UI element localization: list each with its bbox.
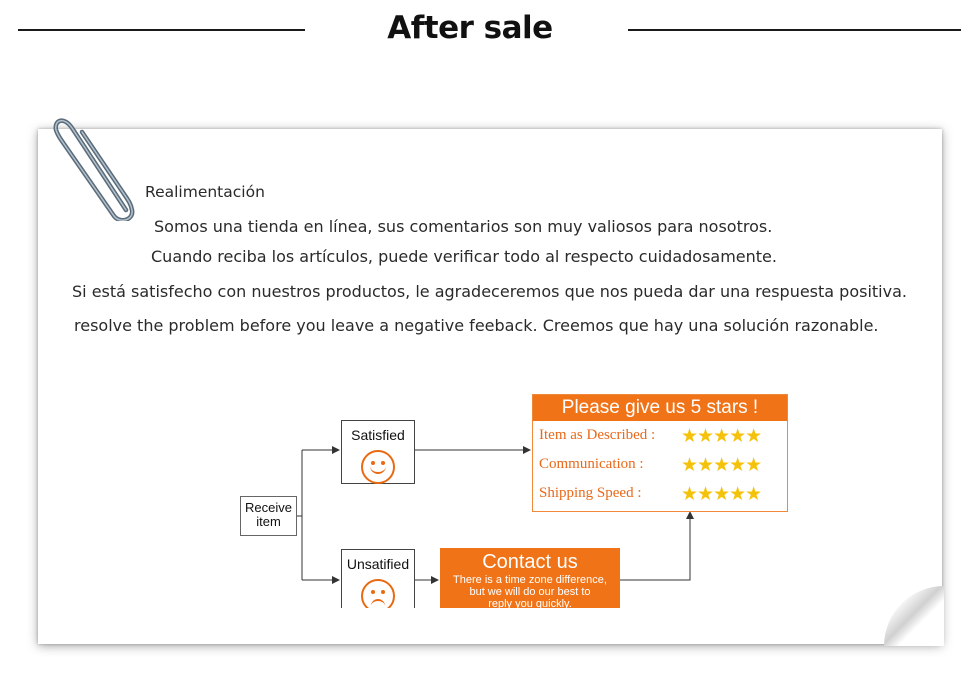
sad-face-icon	[361, 579, 395, 608]
unsatisfied-label: Unsatified	[346, 556, 410, 572]
satisfied-label: Satisfied	[351, 427, 405, 443]
page-title: After sale	[387, 10, 553, 46]
contact-us-line2: but we will do our best to	[469, 586, 591, 598]
page-curl	[884, 586, 944, 646]
rating-title: Please give us 5 stars !	[533, 395, 787, 421]
feedback-line-3: Si está satisfecho con nuestros productos, le agradeceremos que nos pueda dar una respuesta positiva.	[72, 282, 907, 301]
five-stars-icon: ★★★★★	[681, 425, 762, 447]
unsatisfied-box	[341, 549, 415, 608]
five-stars-icon: ★★★★★	[681, 454, 762, 476]
rating-label: Communication :	[539, 456, 644, 472]
contact-us-box	[440, 548, 620, 608]
after-sale-flowchart	[238, 392, 790, 608]
receive-item-line2: item	[256, 514, 281, 529]
feedback-line-2: Cuando reciba los artículos, puede verificar todo al respecto cuidadosamente.	[151, 247, 777, 266]
contact-us-line3: reply you quickly.	[488, 598, 572, 608]
satisfied-box	[341, 420, 415, 484]
smiley-face-icon	[361, 450, 395, 484]
rating-label: Shipping Speed :	[539, 485, 642, 501]
feedback-line-1: Somos una tienda en línea, sus comentarios son muy valiosos para nosotros.	[154, 217, 773, 236]
rating-panel	[532, 394, 788, 512]
receive-item-box	[240, 496, 297, 536]
header-divider-right	[628, 29, 961, 31]
feedback-line-4: resolve the problem before you leave a negative feeback. Creemos que hay una solución razonable.	[74, 316, 879, 335]
rating-label: Item as Described :	[539, 427, 656, 443]
contact-us-title: Contact us	[482, 551, 578, 573]
five-stars-icon: ★★★★★	[681, 483, 762, 505]
receive-item-line1: Receive	[245, 500, 292, 515]
paperclip-icon	[48, 106, 144, 221]
feedback-heading: Realimentación	[145, 183, 265, 201]
contact-us-line1: There is a time zone difference,	[453, 574, 607, 586]
